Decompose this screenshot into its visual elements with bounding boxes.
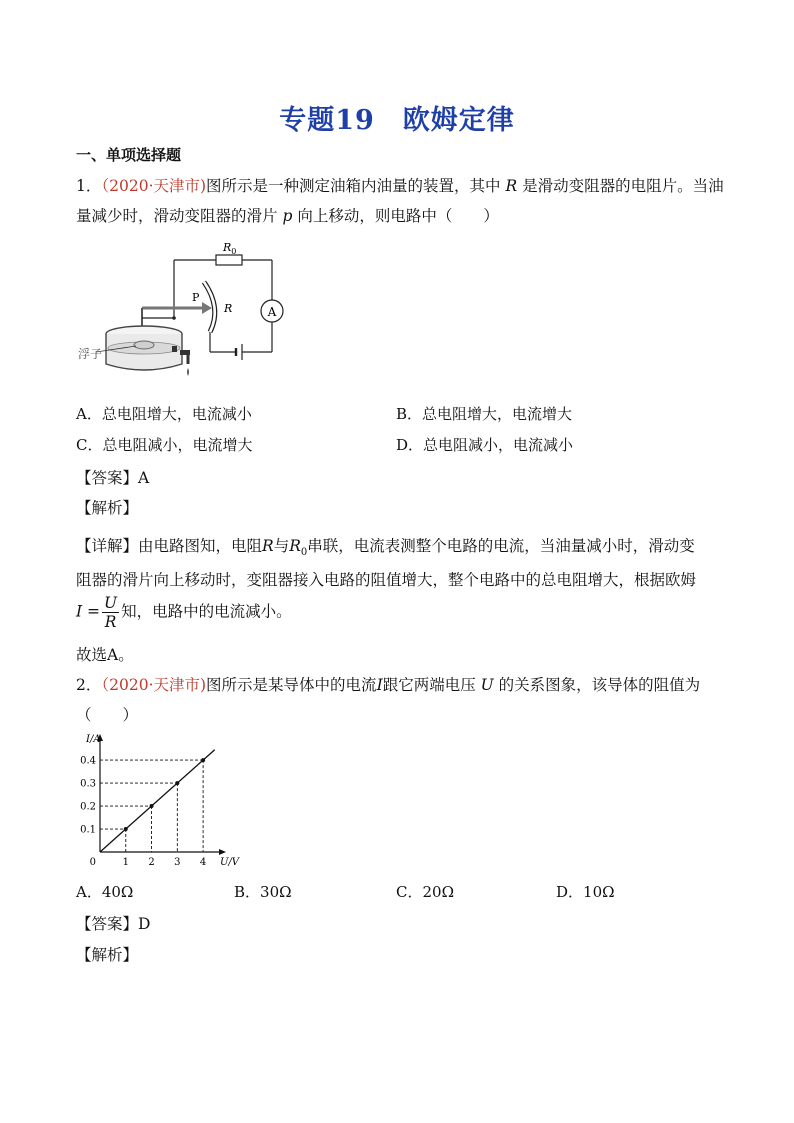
y-tick-label: 0.2 [80, 801, 96, 813]
x-tick-label: 4 [199, 857, 207, 868]
q2-option-a: A．40Ω [76, 883, 134, 901]
r-label: R [224, 302, 233, 315]
q2-option-c: C．20Ω [396, 883, 455, 901]
data-point [124, 827, 128, 831]
origin-label: 0 [89, 857, 96, 868]
p-label: P [192, 291, 200, 304]
y-axis-label: I/A [86, 734, 101, 745]
q1-source: （2020·天津市) [101, 177, 207, 195]
x-tick-label: 1 [122, 857, 129, 868]
resistor-r0 [216, 255, 242, 265]
q1-answer: 【答案】A [76, 469, 150, 487]
page-title: 专题19 欧姆定律 [279, 105, 515, 136]
series-line [100, 750, 215, 852]
q2-line-1: 2．（2020·天津市)图所示是某导体中的电流I跟它两端电压 U 的关系图象，该导体的阻值为 [76, 676, 701, 694]
y-tick-label: 0.4 [80, 755, 96, 767]
q1-conclusion: 故选A。 [76, 646, 134, 664]
q2-option-b: B．30Ω [234, 883, 292, 901]
section-heading: 一、单项选择题 [76, 146, 182, 164]
q1-detail-line-3: I = $\frac{U}{R}$ 知，电路中的电流减小。 [76, 594, 292, 631]
q1-option-d: D．总电阻减小，电流减小 [396, 436, 574, 454]
q2-source: （2020·天津市) [101, 676, 207, 694]
slider-arrow [202, 302, 212, 314]
data-point [175, 781, 179, 785]
q2-analysis-label: 【解析】 [76, 946, 139, 964]
q1-detail-line-2: 阻器的滑片向上移动时，变阻器接入电路的阻值增大，整个电路中的总电阻增大，根据欧姆 [76, 571, 697, 589]
data-point [150, 804, 154, 808]
q1-circuit-figure [76, 238, 296, 383]
q1-option-c: C．总电阻减小，电流增大 [76, 436, 253, 454]
float-label: 浮子 [78, 347, 103, 361]
q1-detail-line-1: 【详解】由电路图知，电阻R与$R_0$串联，电流表测整个电路的电流，当油量减小时，滑动变 [76, 537, 695, 559]
q2-answer: 【答案】D [76, 915, 151, 933]
x-tick-label: 3 [174, 857, 181, 868]
q2-line-2: （ ） [76, 706, 139, 724]
data-point [201, 758, 205, 762]
q1-option-b: B．总电阻增大，电流增大 [396, 405, 573, 423]
r0-label: $R_0$ [223, 241, 237, 256]
formula-fraction: $\frac{U}{R}$ [104, 594, 118, 631]
tap [172, 346, 177, 352]
x-tick-label: 2 [148, 857, 155, 868]
q1-line-2: 量减少时，滑动变阻器的滑片 p 向上移动，则电路中（ ） [76, 207, 499, 225]
q2-option-d: D．10Ω [556, 883, 615, 901]
x-axis-label: U/V [220, 857, 240, 868]
x-axis-arrow [219, 849, 226, 855]
y-tick-label: 0.1 [80, 824, 96, 836]
q2-iu-chart [76, 730, 240, 870]
q1-option-a: A．总电阻增大，电流减小 [76, 405, 252, 423]
formula-lhs: I = [76, 602, 101, 621]
float [134, 341, 154, 349]
svg-text:A: A [267, 305, 277, 319]
y-tick-label: 0.3 [80, 778, 96, 790]
q1-analysis-label: 【解析】 [76, 499, 139, 517]
q1-line-1: 1．（2020·天津市)图所示是一种测定油箱内油量的装置，其中 R 是滑动变阻器的电阻片。当油 [76, 177, 724, 195]
